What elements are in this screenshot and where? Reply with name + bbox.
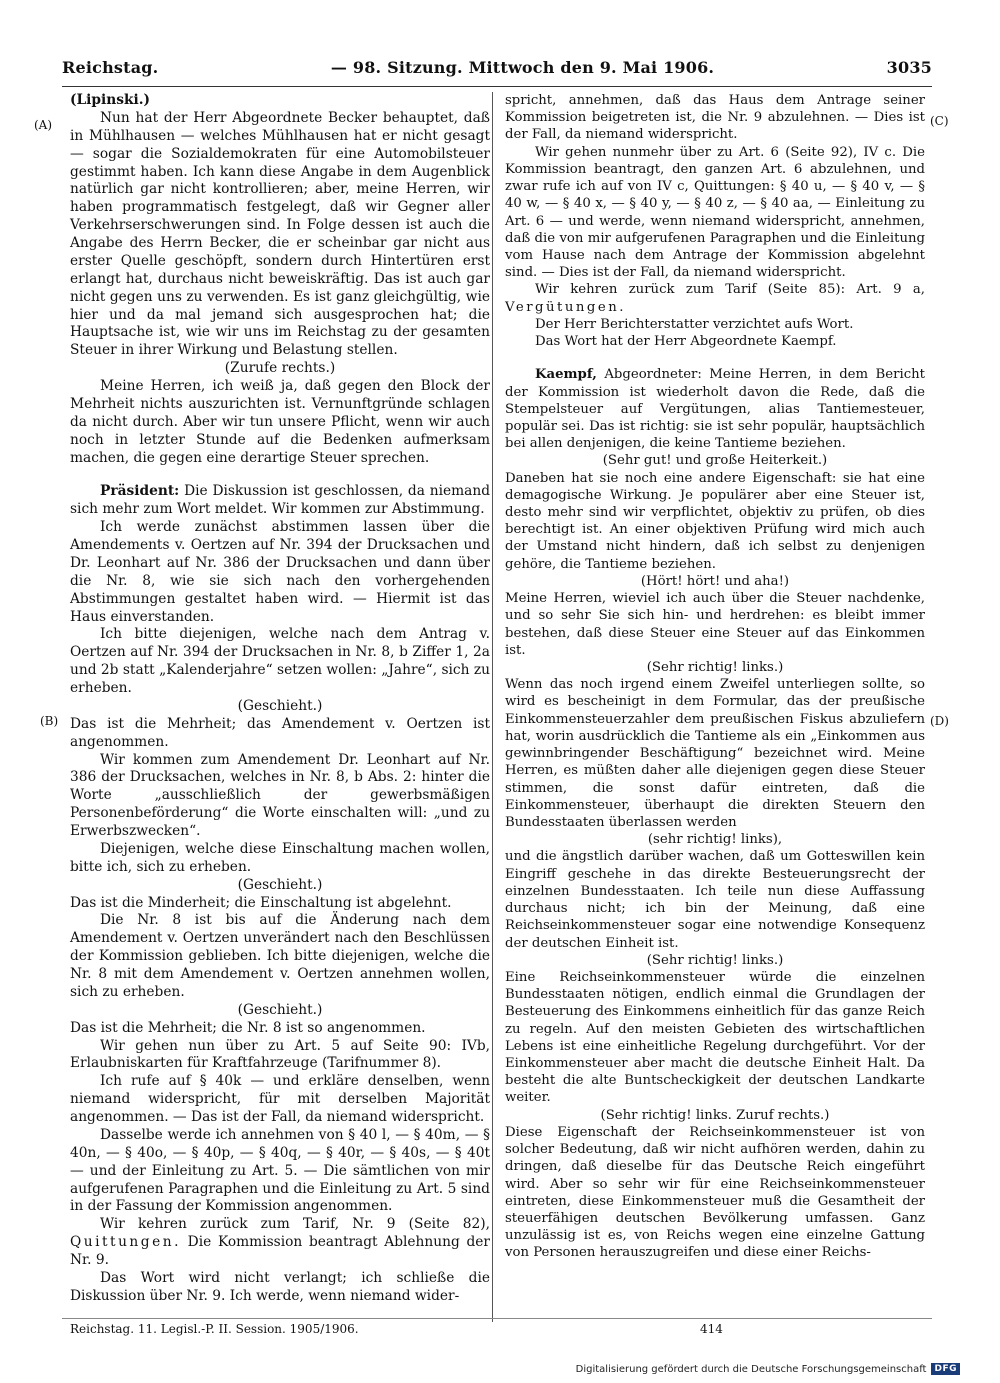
interjection: (Geschieht.)	[237, 1001, 323, 1018]
interjection: (Hört! hört! und aha!)	[640, 573, 790, 589]
paragraph: spricht, annehmen, daß das Haus dem Antrage seiner Kommission beigetreten ist, die Nr. 9 abzulehnen. — Dies ist der Fall, da niemand widerspricht.	[505, 93, 925, 143]
paragraph: Diejenigen, welche diese Einschaltung machen wollen, bitte ich, sich zu erheben.	[70, 840, 490, 875]
paragraph-text: Wir kehren zurück zum Tarif (Seite 85): Art. 9 a,	[535, 282, 925, 298]
footer-rule	[62, 1318, 932, 1319]
paragraph: Diese Eigenschaft der Reichseinkommensteuer ist von solcher Bedeutung, daß wir nicht aufhören werden, dahin zu dringen, daß dieselbe für das Deutsche Reich eingeführt wird. Aber so sehr wir für eine Reichseinkommensteuer eintreten, diese Einkommensteuer muß die Gesamtheit der steuerfähigen deutschen Bevölkerung umfassen. Ganz unzulässig ist es, von Reichs wegen eine einzelne Gattung von Personen herauszugreifen und diese einer Reichs-	[505, 1124, 925, 1261]
header-title: — 98. Sitzung. Mittwoch den 9. Mai 1906.	[330, 58, 715, 77]
paragraph: Meine Herren, wieviel ich auch über die Steuer nachdenke, und so sehr Sie sich hin- und herdrehen: es bleibt immer bestehen, daß diese Steuer eine Steuer auf das Einkommen ist.	[505, 591, 925, 658]
paragraph: Daneben hat sie noch eine andere Eigenschaft: sie hat eine demagogische Wirkung. Je populärer aber eine Steuer ist, desto mehr sind wir verpflichtet, objektiv zu prüfen, ob dies berechtigt ist. An einer objektiven Prüfung wird mich auch der Umstand nicht hindern, daß ich selbst zu denjenigen gehöre, die Tantieme beziehen.	[505, 470, 925, 572]
paragraph: Die Nr. 8 ist bis auf die Änderung nach dem Amendement v. Oertzen unverändert nach den Beschlüssen der Kommission geblieben. Ich bitte diejenigen, welche die Nr. 8 mit dem Amendement v. Oertzen annehmen wollen, sich zu erheben.	[70, 912, 490, 1000]
paragraph: Der Herr Berichterstatter verzichtet aufs Wort.	[535, 316, 854, 332]
header-left: Reichstag.	[62, 58, 159, 77]
paragraph: Wenn das noch irgend einem Zweifel unterliegen sollte, so wird es bescheinigt in dem Formular, das der preußische Einkommensteuerzahler dem preußischen Fiskus abzuliefern hat, worin ausdrücklich die Tantieme als ein „Einkommen aus gewinnbringender Beschäftigung“ bezeichnet wird. Meine Herren, es müßten daher alle diejenigen gegen diese Steuer stimmen, die sonst dafür eintreten, daß die Einkommensteuer, überhaupt die direkten Steuern den Bundesstaaten überlassen werden	[505, 677, 925, 830]
paragraph	[505, 281, 925, 315]
paragraph: Das Wort hat der Herr Abgeordnete Kaempf.	[535, 334, 837, 350]
paragraph: und die ängstlich darüber wachen, daß um Gotteswillen kein Eingriff geschehe in das direkte Besteuerungsrecht der einzelnen Bundesstaaten. Ich teile nun diese Auffassung durchaus nicht; ich bin der Meinung, daß eine Reichseinkommensteuer sogar eine notwendige Konsequenz der deutschen Einheit ist.	[505, 849, 925, 951]
paragraph: Ich werde zunächst abstimmen lassen über die Amendements v. Oertzen auf Nr. 394 der Drucksachen und Dr. Leonhart auf Nr. 386 der Drucksachen und dann über die Nr. 8, wie sie sich nach den vorhergehenden Abstimmungen gestaltet haben wird. — Hiermit ist das Haus einverstanden.	[70, 519, 490, 625]
speaker-label: Kaempf,	[535, 367, 597, 383]
footer-left: Reichstag. 11. Legisl.-P. II. Session. 1905/1906.	[70, 1322, 359, 1336]
paragraph: Das Wort wird nicht verlangt; ich schließe die Diskussion über Nr. 9. Ich werde, wenn niemand wider-	[70, 1269, 490, 1304]
footer-right: 414	[700, 1322, 723, 1336]
interjection: (Geschieht.)	[237, 697, 323, 714]
margin-marker-a: (A)	[34, 118, 53, 132]
interjection: (Geschieht.)	[237, 876, 323, 893]
paragraph: Meine Herren, ich weiß ja, daß gegen den Block der Mehrheit nichts auszurichten ist. Vernunftgründe schlagen da nicht durch. Aber wir tun unsere Pflicht, wenn wir auch noch in letzter Stunde auf die Bedenken aufmerksam machen, die gegen eine derartige Steuer sprechen.	[70, 378, 490, 466]
speaker-tag: (Lipinski.)	[70, 92, 151, 108]
paragraph-text: Abgeordneter: Meine Herren, in dem Bericht der Kommission ist wiederholt davon die Rede, daß die Stempelsteuer auf Vergütungen, alias Tantiemesteuer, populär sei. Das ist richtig: sie ist sehr populär, hauptsächlich bei allen denjenigen, die keine Tantieme beziehen.	[505, 367, 925, 452]
speaker-label: Präsident:	[100, 483, 180, 500]
header-rule	[62, 86, 932, 87]
digitization-credit	[576, 1363, 960, 1375]
spaced-term: Quittungen.	[70, 1234, 181, 1251]
kaempf-paragraph	[505, 366, 925, 452]
paragraph: Das ist die Minderheit; die Einschaltung ist abgelehnt.	[70, 894, 452, 911]
interjection: (Sehr richtig! links.)	[646, 660, 784, 675]
column-divider	[492, 92, 493, 1322]
interjection: (Sehr richtig! links. Zuruf rechts.)	[600, 1107, 830, 1123]
paragraph: Ich bitte diejenigen, welche nach dem Antrag v. Oertzen auf Nr. 394 der Drucksachen in Nr. 8, b Ziffer 1, 2a und 2b statt „Kalenderjahre“ setzen wollen: „Jahre“, sich zu erheben.	[70, 626, 490, 696]
paragraph	[70, 1216, 490, 1270]
page-header	[62, 58, 932, 86]
margin-marker-c: (C)	[930, 114, 949, 128]
credit-text: Digitalisierung gefördert durch die Deutsche Forschungsgemeinschaft	[575, 1363, 927, 1375]
spaced-term: Vergütungen.	[505, 299, 627, 315]
paragraph: Ich rufe auf § 40k — und erkläre denselben, wenn niemand widerspricht, für mit derselben Majorität angenommen. — Das ist der Fall, da niemand widerspricht.	[70, 1073, 490, 1125]
paragraph-text: Wir kehren zurück zum Tarif, Nr. 9 (Seite 82),	[100, 1216, 490, 1233]
paragraph: Nun hat der Herr Abgeordnete Becker behauptet, daß in Mühlhausen — welches Mühlhausen hat er nicht gesagt — sogar die Sozialdemokraten für eine Automobilsteuer gestimmt haben. Ich kann diese Angabe in dem Augenblick natürlich gar nicht kontrollieren; aber, meine Herren, wir haben programmatisch festgelegt, daß wir Gegner aller Verkehrserschwerungen sind. In Folge dessen ist auch die Angabe des Herrn Becker, die er scheinbar gar nicht aus erster Quelle geschöpft, sondern durch Hintertüren erst erlangt hat, durchaus nicht beweiskräftig. Das ist auch gar nicht gegen uns zu verwenden. Es ist ganz gleichgültig, wie hier und da mal jemand sich ausgesprochen hat; die Hauptsache ist, wie wir uns im Reichstag zu der gesamten Steuer in ihrer Wirkung und Belastung stellen.	[70, 109, 490, 359]
margin-marker-b: (B)	[40, 714, 59, 728]
paragraph: Das ist die Mehrheit; die Nr. 8 ist so angenommen.	[70, 1019, 426, 1036]
paragraph: Das ist die Mehrheit; das Amendement v. Oertzen ist angenommen.	[70, 715, 490, 750]
dfg-logo-icon: DFG	[931, 1363, 960, 1375]
interjection: (Sehr richtig! links.)	[646, 952, 784, 968]
page-number: 3035	[886, 58, 932, 77]
interjection: (Sehr gut! und große Heiterkeit.)	[602, 453, 828, 469]
paragraph: Dasselbe werde ich annehmen von § 40 l, — § 40m, — § 40n, — § 40o, — § 40p, — § 40q, — § 40r, — § 40s, — § 40t — und der Einleitung zu Art. 5. — Die sämtlichen von mir aufgerufenen Paragraphen und die Einleitung zu Art. 5 sind in der Fassung der Kommission angenommen.	[70, 1126, 490, 1215]
interjection: (sehr richtig! links),	[647, 832, 783, 848]
president-paragraph	[70, 483, 490, 519]
interjection: (Zurufe rechts.)	[224, 360, 336, 377]
paragraph: Wir gehen nun über zu Art. 5 auf Seite 90: IVb, Erlaubniskarten für Kraftfahrzeuge (Tarifnummer 8).	[70, 1037, 490, 1072]
right-column	[505, 92, 925, 1262]
paragraph: Wir kommen zum Amendement Dr. Leonhart auf Nr. 386 der Drucksachen, welches in Nr. 8, b Abs. 2: hinter die Worte „ausschließlich der gewerbsmäßigen Personenbeförderung“ die Worte einschalten will: „und zu Erwerbszwecken“.	[70, 751, 490, 839]
paragraph: Wir gehen nunmehr über zu Art. 6 (Seite 92), IV c. Die Kommission beantragt, den ganzen Art. 6 abzulehnen, und zwar rufe ich auf von IV c, Quittungen: § 40 u, — § 40 v, — § 40 w, — § 40 x, — § 40 y, — § 40 z, — § 40 aa, — Einleitung zu Art. 6 — und werde, wenn niemand widerspricht, annehmen, daß die von mir aufgerufenen Paragraphen und die Einleitung vom Hause nach dem Antrage der Kommission abgelehnt sind. — Dies ist der Fall, da niemand widerspricht.	[505, 144, 925, 281]
paragraph-text: Die Kommission beantragt Ablehnung der Nr. 9.	[70, 1234, 490, 1268]
left-column	[70, 92, 490, 1306]
margin-marker-d: (D)	[930, 714, 949, 728]
paragraph: Eine Reichseinkommensteuer würde die einzelnen Bundesstaaten nötigen, endlich einmal die Grundlagen der Besteuerung des Einkommens einheitlich für das ganze Reich zu regeln. Auf den meisten Gebieten des wirtschaftlichen Lebens ist eine einheitliche Regelung durchgeführt. Vor der Einkommensteuer aber macht die deutsche Einheit Halt. Da besteht die alte Buntscheckigkeit der deutschen Landkarte weiter.	[505, 969, 925, 1106]
paragraph-text: Die Diskussion ist geschlossen, da niemand sich mehr zum Wort meldet. Wir kommen zur Abstimmung.	[70, 483, 490, 518]
